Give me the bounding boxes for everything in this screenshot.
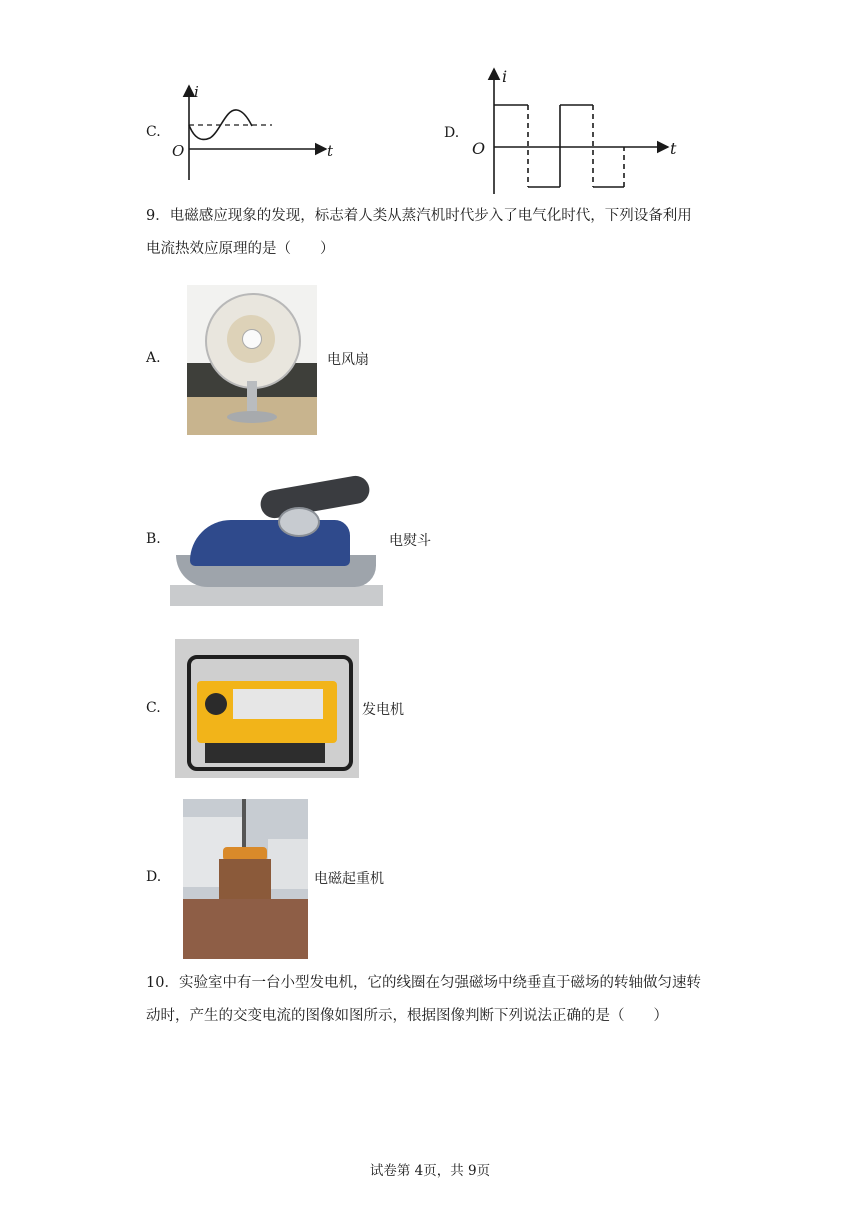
question-10-line-2: 动时，产生的交变电流的图像如图所示，根据图像判断下列说法正确的是（ ） xyxy=(146,1008,668,1024)
graph-d-t-label: t xyxy=(670,139,677,158)
electric-fan-image xyxy=(187,285,317,435)
q9-option-b-letter: B. xyxy=(146,531,161,547)
q9-option-b-caption: 电熨斗 xyxy=(389,533,431,549)
graph-d-origin-label: O xyxy=(472,139,486,158)
graph-d-wave xyxy=(494,105,624,187)
graph-c-t-label: t xyxy=(327,142,334,160)
electric-iron-image xyxy=(170,465,383,606)
q9-option-c-letter: C. xyxy=(146,700,161,716)
option-c-label: C. xyxy=(146,124,161,140)
q9-option-d-letter: D. xyxy=(146,869,162,885)
question-10-stem xyxy=(146,967,766,1033)
question-9-stem xyxy=(146,200,746,266)
q9-option-a-caption: 电风扇 xyxy=(327,352,369,368)
graph-c-i-label: i xyxy=(194,83,199,101)
question-10-line-1: 10．实验室中有一台小型发电机，它的线圈在匀强磁场中绕垂直于磁场的转轴做匀速转 xyxy=(146,975,701,991)
graph-c-sinusoid xyxy=(170,80,350,184)
option-d-label: D. xyxy=(444,125,460,141)
graph-d-i-label: i xyxy=(502,67,508,86)
generator-image xyxy=(175,639,359,778)
graph-c-origin-label: O xyxy=(172,142,185,160)
q9-option-a-letter: A. xyxy=(146,350,161,366)
question-9-line-1: 9．电磁感应现象的发现，标志着人类从蒸汽机时代步入了电气化时代，下列设备利用 xyxy=(146,208,692,224)
electromagnetic-crane-image xyxy=(183,799,308,959)
q9-option-c-caption: 发电机 xyxy=(362,702,404,718)
q9-option-d-caption: 电磁起重机 xyxy=(314,871,384,887)
graph-d-square-wave xyxy=(470,64,690,198)
page-footer: 试卷第 4页，共 9页 xyxy=(369,1163,491,1179)
question-9-line-2: 电流热效应原理的是（ ） xyxy=(146,241,335,257)
